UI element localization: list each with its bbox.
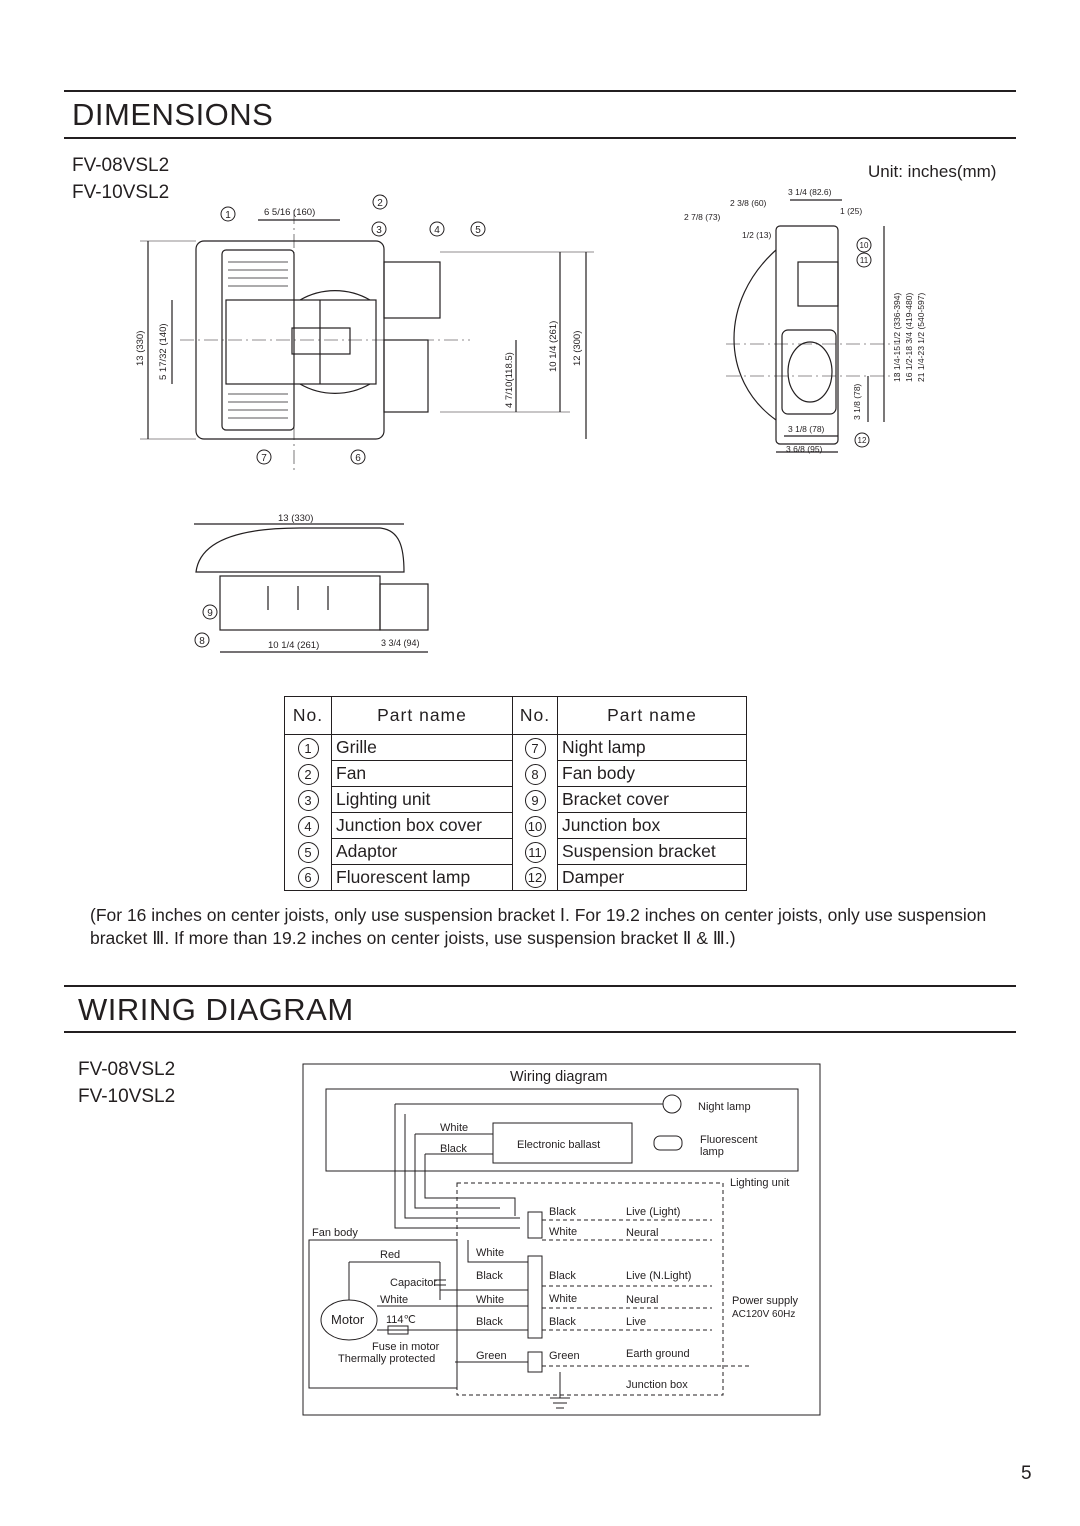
parts-number: 6: [298, 867, 319, 888]
label-fuse-2: Thermally protected: [338, 1353, 436, 1365]
header-no-1: No.: [285, 697, 332, 735]
wiring-diagram-title: Wiring diagram: [510, 1069, 608, 1085]
label-white-j2: White: [476, 1294, 505, 1306]
parts-number: 2: [298, 764, 319, 785]
dim-front-top: 13 (330): [278, 513, 314, 524]
callout-8: 8: [199, 636, 205, 647]
wiring-model-08: FV-08VSL2: [78, 1059, 176, 1080]
dim-side-73: 2 7/8 (73): [684, 212, 721, 222]
dim-front-bot1: 10 1/4 (261): [268, 640, 320, 651]
label-white-top: White: [440, 1122, 469, 1134]
dim-side-r2: 16 1/2-18 3/4 (419-480): [904, 292, 914, 382]
label-night-lamp: Night lamp: [698, 1101, 751, 1113]
label-black-s2: Black: [549, 1270, 576, 1282]
label-live: Live: [626, 1316, 647, 1328]
suspension-note: (For 16 inches on center joists, only use suspension bracket Ⅰ. For 19.2 inches on center joists, only use suspension bracket Ⅲ. If more than 19.2 inches on center joists, use suspension bracket Ⅱ & Ⅲ.): [90, 905, 987, 948]
callout-2: 2: [377, 198, 383, 209]
callout-12: 12: [857, 436, 867, 445]
label-ballast: Electronic ballast: [517, 1139, 601, 1151]
label-fan-body: Fan body: [312, 1227, 358, 1239]
parts-number: 4: [298, 816, 319, 837]
dim-side-95: 3 6/8 (95): [786, 444, 823, 454]
label-junction-box: Junction box: [626, 1379, 688, 1391]
dim-side-60: 2 3/8 (60): [730, 198, 767, 208]
dim-side-r1: 13 1/4-15 1/2 (336-394): [892, 292, 902, 382]
parts-number: 5: [298, 842, 319, 863]
page-number: 5: [1021, 1463, 1032, 1484]
dim-side-25: 1 (25): [840, 206, 863, 216]
header-part-2: Part name: [558, 697, 747, 735]
unit-label: Unit: inches(mm): [868, 162, 997, 181]
model-08: FV-08VSL2: [72, 155, 170, 176]
label-black-s3: Black: [549, 1316, 576, 1328]
parts-name-cell: Fluorescent lamp: [332, 865, 513, 891]
label-neural-2: Neural: [626, 1294, 659, 1306]
parts-name-cell: Adaptor: [332, 839, 513, 865]
label-motor: Motor: [331, 1312, 365, 1327]
label-white-s1: White: [549, 1226, 578, 1238]
label-black-top: Black: [440, 1143, 467, 1155]
label-green-j: Green: [476, 1350, 507, 1362]
dim-top-width: 6 5/16 (160): [264, 207, 316, 218]
callout-9: 9: [207, 608, 213, 619]
parts-number: 3: [298, 790, 319, 811]
parts-number: 10: [525, 816, 546, 837]
label-black-j2: Black: [476, 1316, 503, 1328]
label-green-s: Green: [549, 1350, 580, 1362]
dim-side-13: 1/2 (13): [742, 230, 772, 240]
label-black-j1: Black: [476, 1270, 503, 1282]
callout-1: 1: [225, 210, 231, 221]
junction-box-dashed: [457, 1183, 723, 1395]
parts-name-cell: Fan body: [558, 761, 747, 787]
dim-right-h2: 12 (300): [572, 330, 583, 366]
label-white-s2: White: [549, 1293, 578, 1305]
dim-left-h1: 13 (330): [135, 330, 146, 366]
callout-4: 4: [434, 225, 440, 236]
dim-side-78: 3 1/8 (78): [788, 424, 825, 434]
dim-right-h1: 10 1/4 (261): [548, 320, 559, 372]
label-fuse-1: Fuse in motor: [372, 1341, 440, 1353]
model-10: FV-10VSL2: [72, 182, 170, 203]
label-neural-1: Neural: [626, 1227, 659, 1239]
parts-name-cell: Suspension bracket: [558, 839, 747, 865]
label-red: Red: [380, 1249, 401, 1261]
label-black-s1: Black: [549, 1206, 576, 1218]
dim-side-78-vert: 3 1/8 (78): [852, 383, 862, 420]
parts-number: 9: [525, 790, 546, 811]
parts-name-cell: Junction box cover: [332, 813, 513, 839]
label-live-nlight: Live (N.Light): [626, 1270, 692, 1282]
label-fluor-1: Fluorescent: [700, 1134, 758, 1146]
dim-front-bot2: 3 3/4 (94): [381, 638, 420, 648]
label-earth: Earth ground: [626, 1348, 690, 1360]
label-capacitor: Capacitor: [390, 1277, 438, 1289]
header-no-2: No.: [513, 697, 558, 735]
parts-name-cell: Grille: [332, 735, 513, 761]
callout-10: 10: [859, 241, 869, 250]
label-temp: 114℃: [386, 1314, 416, 1326]
parts-name-cell: Bracket cover: [558, 787, 747, 813]
parts-name-cell: Night lamp: [558, 735, 747, 761]
label-lighting-unit: Lighting unit: [730, 1177, 790, 1189]
label-power-supply: Power supply: [732, 1295, 799, 1307]
parts-number: 8: [525, 764, 546, 785]
callout-6: 6: [355, 453, 361, 464]
parts-number: 7: [525, 738, 546, 759]
callout-5: 5: [475, 225, 481, 236]
parts-number: 12: [525, 867, 546, 888]
parts-name-cell: Lighting unit: [332, 787, 513, 813]
wiring-title: WIRING DIAGRAM: [78, 992, 354, 1027]
parts-number: 1: [298, 738, 319, 759]
dim-side-r3: 21 1/4-23 1/2 (540-597): [916, 292, 926, 382]
dimensions-title: DIMENSIONS: [72, 97, 274, 132]
callout-3: 3: [376, 225, 382, 236]
label-live-light: Live (Light): [626, 1206, 681, 1218]
callout-11: 11: [859, 256, 869, 265]
dim-left-h2: 5 17/32 (140): [158, 323, 169, 380]
parts-name-cell: Junction box: [558, 813, 747, 839]
parts-number: 11: [525, 842, 546, 863]
parts-name-cell: Damper: [558, 865, 747, 891]
dim-mid-h: 4 7/10(118.5): [504, 352, 515, 408]
dim-side-82: 3 1/4 (82.6): [788, 187, 832, 197]
parts-name-cell: Fan: [332, 761, 513, 787]
header-part-1: Part name: [332, 697, 513, 735]
label-white-fan: White: [380, 1294, 409, 1306]
label-white-j1: White: [476, 1247, 505, 1259]
callout-7: 7: [261, 453, 267, 464]
label-ac: AC120V 60Hz: [732, 1309, 796, 1320]
label-fluor-2: lamp: [700, 1146, 724, 1158]
wiring-model-10: FV-10VSL2: [78, 1086, 176, 1107]
